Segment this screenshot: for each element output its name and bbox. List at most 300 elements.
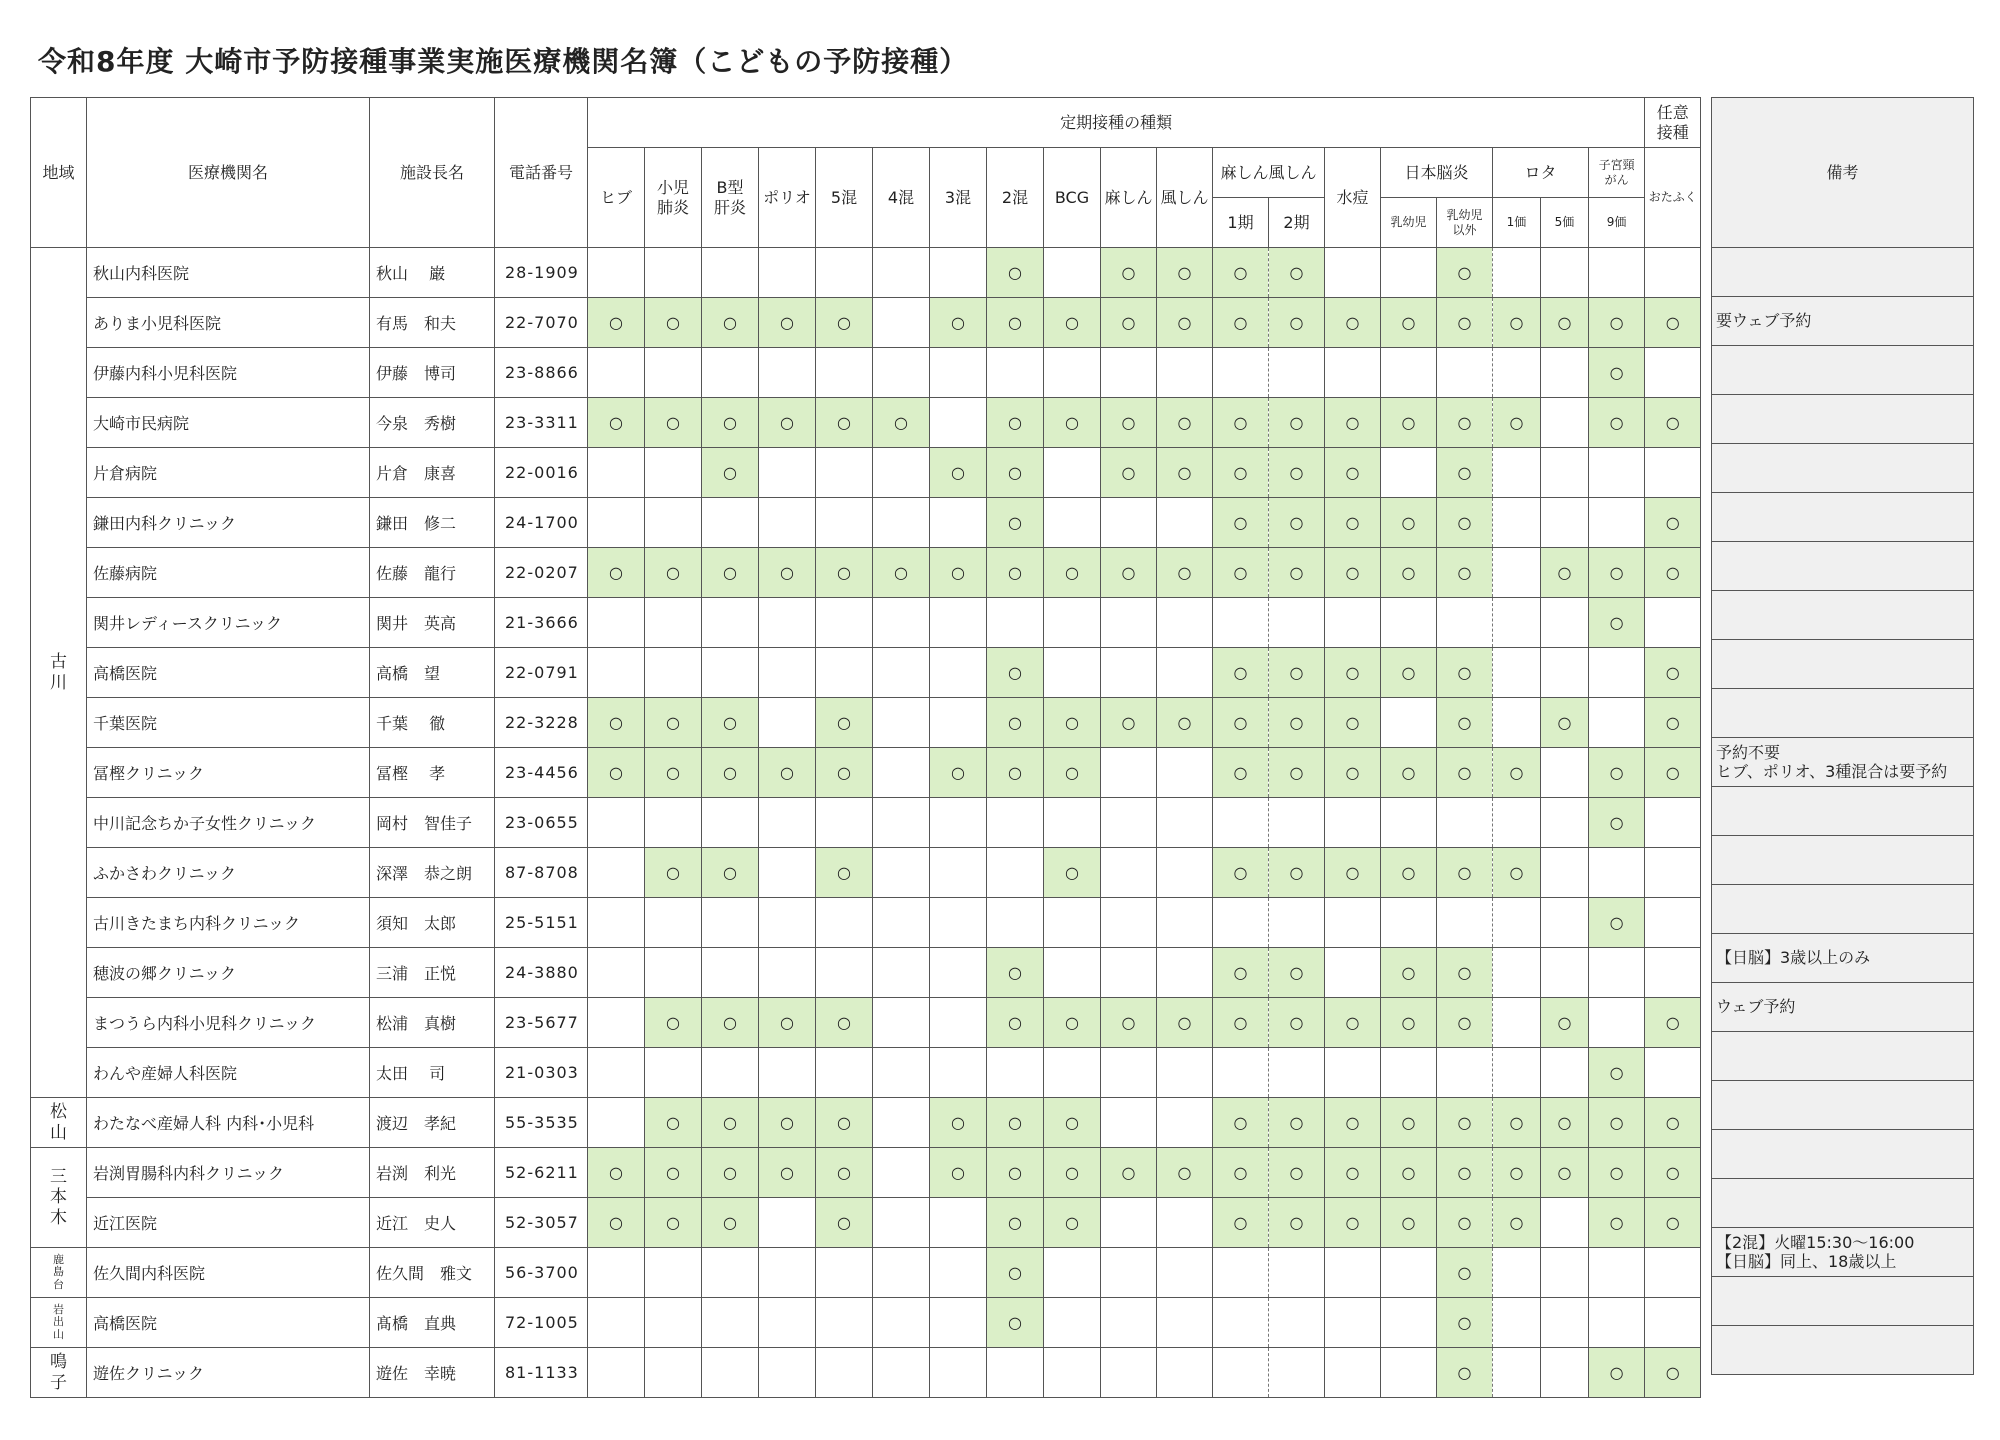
vaccine-cell-rubella <box>1157 798 1213 848</box>
vaccine-cell-pneumo <box>645 1298 702 1348</box>
vaccine-cell-mumps <box>1645 648 1701 698</box>
vaccine-cell-pneumo <box>645 948 702 998</box>
vaccine-cell-pneumo <box>645 298 702 348</box>
available-mark: ○ <box>837 313 851 332</box>
vaccine-cell-bcg <box>1044 498 1101 548</box>
available-mark: ○ <box>1609 413 1624 432</box>
vaccine-cell-mix4 <box>873 1148 930 1198</box>
available-mark: ○ <box>1233 263 1248 282</box>
header-pneumo-l1: 小児 <box>656 178 689 198</box>
vaccine-cell-mumps <box>1645 1298 1701 1348</box>
vaccine-cell-mr2 <box>1269 998 1325 1048</box>
vaccine-cell-mr1 <box>1213 648 1269 698</box>
vaccine-cell-mix4 <box>873 1348 930 1398</box>
vaccine-cell-rubella <box>1157 998 1213 1048</box>
vaccine-cell-varicella <box>1325 1098 1381 1148</box>
vaccine-cell-bcg <box>1044 848 1101 898</box>
vaccine-cell-mix4 <box>873 648 930 698</box>
notes-row <box>1712 1326 1974 1375</box>
vaccine-cell-varicella <box>1325 1198 1381 1248</box>
vaccine-cell-mix2 <box>987 498 1044 548</box>
vaccine-cell-mix3 <box>930 1198 987 1248</box>
vaccine-cell-mix4 <box>873 398 930 448</box>
header-rota: ロタ <box>1493 148 1589 198</box>
available-mark: ○ <box>1401 963 1416 982</box>
vaccine-cell-measles <box>1101 398 1157 448</box>
vaccine-cell-pneumo <box>645 848 702 898</box>
vaccine-cell-mix3 <box>930 848 987 898</box>
vaccine-cell-mumps <box>1645 348 1701 398</box>
vaccine-cell-hpv9 <box>1589 898 1645 948</box>
available-mark: ○ <box>837 1013 851 1032</box>
available-mark: ○ <box>1609 913 1624 932</box>
available-mark: ○ <box>951 563 965 582</box>
available-mark: ○ <box>1509 413 1524 432</box>
vaccine-cell-je-infant <box>1381 248 1437 298</box>
notes-cell <box>1712 1228 1974 1277</box>
notes-cell <box>1712 738 1974 787</box>
vaccine-cell-rota1 <box>1493 448 1541 498</box>
vaccine-cell-mr1 <box>1213 598 1269 648</box>
vaccine-cell-hepb <box>702 548 759 598</box>
vaccine-cell-mr2 <box>1269 698 1325 748</box>
notes-cell <box>1712 297 1974 346</box>
institution-name: 岩渕胃腸科内科クリニック <box>87 1148 370 1198</box>
vaccine-cell-hib <box>588 1198 645 1248</box>
vaccine-cell-bcg <box>1044 898 1101 948</box>
vaccine-cell-mr2 <box>1269 848 1325 898</box>
vaccine-cell-rota1 <box>1493 1148 1541 1198</box>
available-mark: ○ <box>1065 413 1079 432</box>
available-mark: ○ <box>609 563 623 582</box>
institution-row <box>31 1198 1701 1248</box>
vaccine-cell-je-other <box>1437 398 1493 448</box>
available-mark: ○ <box>1509 1163 1524 1182</box>
available-mark: ○ <box>1457 1163 1472 1182</box>
phone-number: 22-0016 <box>495 448 588 498</box>
vaccine-cell-rubella <box>1157 248 1213 298</box>
vaccine-cell-rota1 <box>1493 498 1541 548</box>
vaccine-cell-je-other <box>1437 248 1493 298</box>
available-mark: ○ <box>1121 1013 1136 1032</box>
available-mark: ○ <box>1401 1163 1416 1182</box>
available-mark: ○ <box>837 763 851 782</box>
vaccine-cell-hpv9 <box>1589 848 1645 898</box>
available-mark: ○ <box>1665 1113 1680 1132</box>
available-mark: ○ <box>1457 1013 1472 1032</box>
available-mark: ○ <box>1065 863 1079 882</box>
vaccine-cell-mr2 <box>1269 1348 1325 1398</box>
vaccine-cell-je-other <box>1437 748 1493 798</box>
vaccine-cell-rota5 <box>1541 798 1589 848</box>
notes-row <box>1712 297 1974 346</box>
vaccine-cell-rota5 <box>1541 1098 1589 1148</box>
available-mark: ○ <box>1609 763 1624 782</box>
available-mark: ○ <box>1233 863 1248 882</box>
available-mark: ○ <box>1665 513 1680 532</box>
vaccine-cell-pneumo <box>645 798 702 848</box>
vaccine-cell-je-other <box>1437 1348 1493 1398</box>
vaccine-cell-mix2 <box>987 448 1044 498</box>
vaccine-cell-hpv9 <box>1589 748 1645 798</box>
vaccine-cell-hepb <box>702 698 759 748</box>
institution-name: ふかさわクリニック <box>87 848 370 898</box>
available-mark: ○ <box>1177 263 1192 282</box>
phone-number: 55-3535 <box>495 1098 588 1148</box>
vaccine-cell-mix3 <box>930 748 987 798</box>
vaccine-cell-hpv9 <box>1589 248 1645 298</box>
vaccine-cell-rota5 <box>1541 548 1589 598</box>
vaccine-cell-polio <box>759 848 816 898</box>
vaccine-cell-mumps <box>1645 498 1701 548</box>
available-mark: ○ <box>1345 413 1360 432</box>
director-name: 高橋 望 <box>370 648 495 698</box>
vaccine-cell-hepb <box>702 248 759 298</box>
vaccine-cell-hpv9 <box>1589 298 1645 348</box>
vaccine-cell-mix4 <box>873 248 930 298</box>
available-mark: ○ <box>723 1213 737 1232</box>
vaccine-cell-je-other <box>1437 1048 1493 1098</box>
vaccine-cell-bcg <box>1044 298 1101 348</box>
available-mark: ○ <box>1008 1263 1022 1282</box>
vaccine-cell-mix3 <box>930 698 987 748</box>
vaccine-cell-mr1 <box>1213 998 1269 1048</box>
vaccine-cell-varicella <box>1325 848 1381 898</box>
institution-row <box>31 1348 1701 1398</box>
vaccine-cell-je-infant <box>1381 798 1437 848</box>
vaccine-cell-mumps <box>1645 698 1701 748</box>
vaccine-cell-mr1 <box>1213 1098 1269 1148</box>
header-polio: ポリオ <box>759 148 816 248</box>
available-mark: ○ <box>951 313 965 332</box>
vaccine-cell-measles <box>1101 248 1157 298</box>
region-label-char: 本 <box>50 1187 67 1208</box>
vaccine-cell-hpv9 <box>1589 1298 1645 1348</box>
vaccine-cell-hepb <box>702 1248 759 1298</box>
institution-row <box>31 1248 1701 1298</box>
region-label-char: 台 <box>53 1277 64 1291</box>
institution-name: 千葉医院 <box>87 698 370 748</box>
director-name: 松浦 真樹 <box>370 998 495 1048</box>
institution-name: 冨樫クリニック <box>87 748 370 798</box>
vaccine-cell-measles <box>1101 798 1157 848</box>
vaccine-cell-mix4 <box>873 1198 930 1248</box>
institution-row <box>31 498 1701 548</box>
notes-cell <box>1712 1179 1974 1228</box>
available-mark: ○ <box>1609 1113 1624 1132</box>
vaccine-cell-je-infant <box>1381 398 1437 448</box>
director-name: 秋山 巌 <box>370 248 495 298</box>
available-mark: ○ <box>837 413 851 432</box>
available-mark: ○ <box>1401 413 1416 432</box>
institution-row <box>31 848 1701 898</box>
vaccine-cell-rota1 <box>1493 248 1541 298</box>
available-mark: ○ <box>1401 663 1416 682</box>
vaccine-cell-rota5 <box>1541 898 1589 948</box>
available-mark: ○ <box>1557 1163 1572 1182</box>
available-mark: ○ <box>1008 563 1022 582</box>
vaccine-cell-mr2 <box>1269 1298 1325 1348</box>
vaccine-cell-mix5 <box>816 498 873 548</box>
region-label-char: 鹿 <box>53 1252 64 1266</box>
available-mark: ○ <box>1121 713 1136 732</box>
region-cell <box>31 248 87 1098</box>
available-mark: ○ <box>1289 1213 1304 1232</box>
vaccine-cell-bcg <box>1044 1198 1101 1248</box>
vaccine-cell-mix5 <box>816 1098 873 1148</box>
vaccine-cell-hpv9 <box>1589 1248 1645 1298</box>
institution-name: わたなべ産婦人科 内科･小児科 <box>87 1098 370 1148</box>
phone-number: 56-3700 <box>495 1248 588 1298</box>
vaccine-cell-mumps <box>1645 598 1701 648</box>
vaccine-cell-je-other <box>1437 1298 1493 1348</box>
vaccine-cell-bcg <box>1044 398 1101 448</box>
available-mark: ○ <box>1065 313 1079 332</box>
available-mark: ○ <box>1457 1213 1472 1232</box>
available-mark: ○ <box>1457 463 1472 482</box>
available-mark: ○ <box>1509 763 1524 782</box>
available-mark: ○ <box>1457 563 1472 582</box>
vaccine-cell-rubella <box>1157 498 1213 548</box>
vaccine-cell-hpv9 <box>1589 348 1645 398</box>
vaccine-cell-measles <box>1101 348 1157 398</box>
available-mark: ○ <box>666 713 680 732</box>
vaccine-cell-hib <box>588 748 645 798</box>
vaccine-cell-rubella <box>1157 1298 1213 1348</box>
vaccine-cell-mr1 <box>1213 248 1269 298</box>
vaccine-cell-measles <box>1101 648 1157 698</box>
vaccine-cell-rota1 <box>1493 1098 1541 1148</box>
vaccine-cell-polio <box>759 948 816 998</box>
vaccine-cell-hepb <box>702 748 759 798</box>
vaccine-cell-rota5 <box>1541 848 1589 898</box>
available-mark: ○ <box>1008 1213 1022 1232</box>
available-mark: ○ <box>1289 1013 1304 1032</box>
available-mark: ○ <box>723 1113 737 1132</box>
vaccine-cell-rubella <box>1157 1248 1213 1298</box>
vaccine-cell-rota5 <box>1541 298 1589 348</box>
notes-cell <box>1712 934 1974 983</box>
director-name: 今泉 秀樹 <box>370 398 495 448</box>
vaccine-cell-pneumo <box>645 1148 702 1198</box>
available-mark: ○ <box>609 713 623 732</box>
vaccine-cell-je-other <box>1437 698 1493 748</box>
vaccine-cell-je-other <box>1437 448 1493 498</box>
vaccine-cell-je-other <box>1437 848 1493 898</box>
available-mark: ○ <box>609 1163 623 1182</box>
vaccine-cell-rota5 <box>1541 998 1589 1048</box>
vaccine-cell-varicella <box>1325 648 1381 698</box>
director-name: 伊藤 博司 <box>370 348 495 398</box>
notes-row <box>1712 395 1974 444</box>
header-mr2: 2期 <box>1269 198 1325 248</box>
vaccine-cell-polio <box>759 1148 816 1198</box>
phone-number: 23-8866 <box>495 348 588 398</box>
vaccine-cell-mix4 <box>873 1098 930 1148</box>
director-name: 千葉 徹 <box>370 698 495 748</box>
vaccine-cell-hepb <box>702 1298 759 1348</box>
header-hib: ヒブ <box>588 148 645 248</box>
institution-name: 穂波の郷クリニック <box>87 948 370 998</box>
available-mark: ○ <box>1065 563 1079 582</box>
vaccine-cell-hpv9 <box>1589 548 1645 598</box>
vaccine-cell-bcg <box>1044 998 1101 1048</box>
notes-row <box>1712 1179 1974 1228</box>
vaccine-cell-rota5 <box>1541 748 1589 798</box>
vaccine-cell-mr1 <box>1213 498 1269 548</box>
institution-name: 大崎市民病院 <box>87 398 370 448</box>
available-mark: ○ <box>1345 513 1360 532</box>
vaccine-cell-hib <box>588 1148 645 1198</box>
vaccine-cell-mix2 <box>987 1348 1044 1398</box>
vaccine-cell-hpv9 <box>1589 448 1645 498</box>
director-name: 関井 英高 <box>370 598 495 648</box>
notes-row <box>1712 836 1974 885</box>
notes-row <box>1712 983 1974 1032</box>
vaccine-cell-rota1 <box>1493 398 1541 448</box>
vaccine-cell-bcg <box>1044 1048 1101 1098</box>
vaccine-cell-rota1 <box>1493 798 1541 848</box>
vaccine-cell-polio <box>759 1248 816 1298</box>
region-cell <box>31 1348 87 1398</box>
available-mark: ○ <box>1345 1163 1360 1182</box>
vaccine-cell-polio <box>759 748 816 798</box>
vaccine-cell-je-other <box>1437 1098 1493 1148</box>
vaccine-cell-mix5 <box>816 298 873 348</box>
available-mark: ○ <box>666 863 680 882</box>
vaccine-cell-hepb <box>702 998 759 1048</box>
available-mark: ○ <box>837 1163 851 1182</box>
available-mark: ○ <box>951 463 965 482</box>
vaccine-cell-mix3 <box>930 1148 987 1198</box>
available-mark: ○ <box>1557 563 1572 582</box>
available-mark: ○ <box>1665 313 1680 332</box>
available-mark: ○ <box>1509 863 1524 882</box>
vaccine-cell-rubella <box>1157 1148 1213 1198</box>
available-mark: ○ <box>1345 313 1360 332</box>
phone-number: 24-1700 <box>495 498 588 548</box>
region-label-char: 子 <box>50 1372 67 1393</box>
vaccine-cell-measles <box>1101 1348 1157 1398</box>
vaccine-cell-je-other <box>1437 948 1493 998</box>
institution-name: 佐久間内科医院 <box>87 1248 370 1298</box>
vaccine-cell-rota5 <box>1541 698 1589 748</box>
available-mark: ○ <box>1177 313 1192 332</box>
phone-number: 81-1133 <box>495 1348 588 1398</box>
institution-row <box>31 1048 1701 1098</box>
vaccine-cell-hib <box>588 598 645 648</box>
vaccine-cell-rota5 <box>1541 1298 1589 1348</box>
vaccine-cell-mix3 <box>930 998 987 1048</box>
available-mark: ○ <box>1289 663 1304 682</box>
vaccine-cell-mr1 <box>1213 348 1269 398</box>
vaccine-cell-je-infant <box>1381 1348 1437 1398</box>
vaccine-cell-mix2 <box>987 1248 1044 1298</box>
vaccine-cell-mix4 <box>873 1248 930 1298</box>
director-name: 鎌田 修二 <box>370 498 495 548</box>
available-mark: ○ <box>951 1163 965 1182</box>
vaccine-cell-mr1 <box>1213 1248 1269 1298</box>
available-mark: ○ <box>1008 313 1022 332</box>
available-mark: ○ <box>666 313 680 332</box>
available-mark: ○ <box>1008 1013 1022 1032</box>
phone-number: 23-3311 <box>495 398 588 448</box>
vaccine-cell-mr2 <box>1269 498 1325 548</box>
vaccine-cell-pneumo <box>645 498 702 548</box>
vaccine-cell-mumps <box>1645 548 1701 598</box>
vaccine-cell-mix5 <box>816 998 873 1048</box>
available-mark: ○ <box>723 413 737 432</box>
vaccine-cell-mix5 <box>816 448 873 498</box>
vaccine-cell-je-infant <box>1381 1298 1437 1348</box>
vaccine-cell-mr1 <box>1213 898 1269 948</box>
vaccine-cell-je-infant <box>1381 298 1437 348</box>
vaccine-cell-mr2 <box>1269 548 1325 598</box>
available-mark: ○ <box>1289 463 1304 482</box>
header-hpv-l1: 子宮頸 <box>1598 158 1635 173</box>
institution-row <box>31 898 1701 948</box>
vaccine-cell-mumps <box>1645 448 1701 498</box>
available-mark: ○ <box>1177 463 1192 482</box>
available-mark: ○ <box>1609 1363 1624 1382</box>
vaccine-cell-hpv9 <box>1589 498 1645 548</box>
vaccine-cell-rota1 <box>1493 698 1541 748</box>
vaccine-cell-measles <box>1101 548 1157 598</box>
vaccine-cell-bcg <box>1044 1098 1101 1148</box>
vaccine-cell-rota5 <box>1541 1348 1589 1398</box>
vaccine-cell-polio <box>759 298 816 348</box>
available-mark: ○ <box>1457 513 1472 532</box>
available-mark: ○ <box>837 1213 851 1232</box>
vaccine-cell-bcg <box>1044 748 1101 798</box>
vaccine-cell-bcg <box>1044 698 1101 748</box>
available-mark: ○ <box>1401 1113 1416 1132</box>
institution-name: 伊藤内科小児科医院 <box>87 348 370 398</box>
director-name: 岩渕 利光 <box>370 1148 495 1198</box>
vaccine-cell-mix3 <box>930 1248 987 1298</box>
vaccine-cell-rubella <box>1157 748 1213 798</box>
region-label-char: 山 <box>53 1327 64 1341</box>
vaccine-cell-mix3 <box>930 548 987 598</box>
phone-number: 52-6211 <box>495 1148 588 1198</box>
available-mark: ○ <box>1609 1063 1624 1082</box>
vaccine-cell-hepb <box>702 898 759 948</box>
vaccine-cell-je-infant <box>1381 698 1437 748</box>
vaccine-cell-hib <box>588 1298 645 1348</box>
notes-cell <box>1712 983 1974 1032</box>
phone-number: 72-1005 <box>495 1298 588 1348</box>
vaccine-cell-varicella <box>1325 1248 1381 1298</box>
vaccine-cell-mr2 <box>1269 298 1325 348</box>
vaccine-cell-hpv9 <box>1589 398 1645 448</box>
vaccine-cell-rota1 <box>1493 548 1541 598</box>
vaccine-cell-measles <box>1101 1248 1157 1298</box>
available-mark: ○ <box>1557 313 1572 332</box>
note-line: 要ウェブ予約 <box>1716 311 1812 331</box>
director-name: 深澤 恭之朗 <box>370 848 495 898</box>
available-mark: ○ <box>666 1213 680 1232</box>
header-mix3: 3混 <box>930 148 987 248</box>
vaccine-cell-mix4 <box>873 1298 930 1348</box>
vaccine-cell-bcg <box>1044 1348 1101 1398</box>
vaccine-cell-mix4 <box>873 698 930 748</box>
institution-row <box>31 398 1701 448</box>
vaccine-cell-mix3 <box>930 1298 987 1348</box>
available-mark: ○ <box>780 563 794 582</box>
vaccine-cell-je-other <box>1437 298 1493 348</box>
page-title: 令和8年度 大崎市予防接種事業実施医療機関名簿（こどもの予防接種） <box>38 45 969 78</box>
institution-name: 中川記念ちか子女性クリニック <box>87 798 370 848</box>
